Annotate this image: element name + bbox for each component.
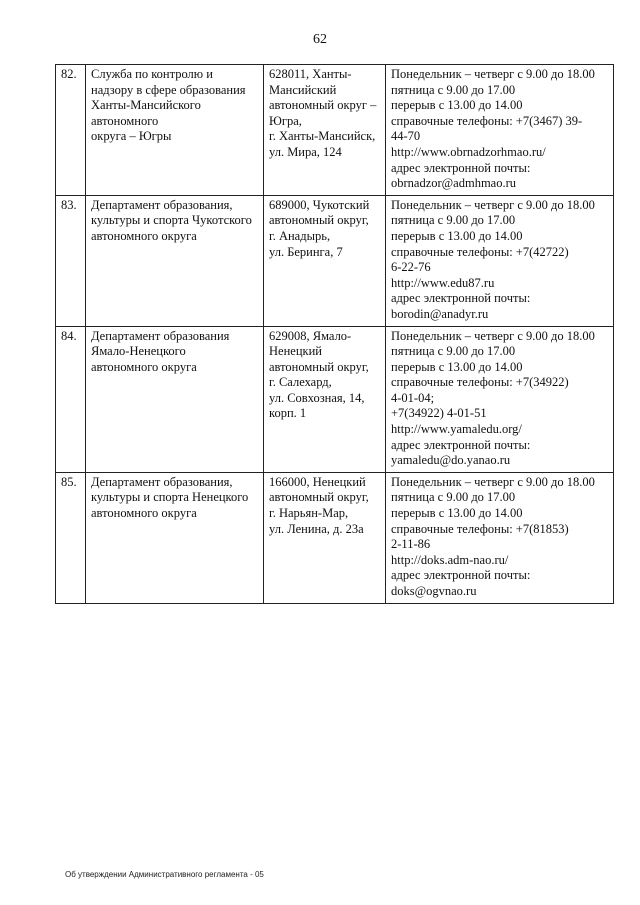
organization-contact-info-line: 6-22-76 (391, 260, 431, 275)
organization-address-line: ул. Беринга, 7 (269, 244, 343, 259)
organization-contact-info (386, 195, 614, 326)
organization-contact-info-line: Понедельник – четверг с 9.00 до 18.00 (391, 197, 595, 212)
organization-contact-info-line: http://doks.adm-nao.ru/ (391, 552, 509, 567)
organization-contact-info-line: Понедельник – четверг с 9.00 до 18.00 (391, 474, 595, 489)
organization-contact-info-line: справочные телефоны: +7(42722) (391, 244, 569, 259)
organization-name-line: автономного округа (91, 506, 197, 521)
row-number: 82. (56, 65, 86, 196)
organization-name-line: Департамент образования (91, 328, 230, 343)
organization-contact-info-line: адрес электронной почты: (391, 160, 531, 175)
organization-address-line: ул. Ленина, д. 23а (269, 521, 364, 536)
organization-contact-info-line: doks@ogvnao.ru (391, 584, 477, 598)
organization-name-line: надзору в сфере образования (91, 82, 246, 97)
organization-name-line: округа – Югры (91, 129, 172, 144)
organization-contact-info-line: справочные телефоны: +7(34922) (391, 375, 569, 390)
organization-name-line: Ханты-Мансийского (91, 98, 201, 113)
organization-address-line: Ненецкий (269, 344, 322, 359)
organization-contact-info-line: адрес электронной почты: (391, 437, 531, 452)
organization-address (264, 65, 386, 196)
organization-address-line: автономный округ – (269, 98, 377, 113)
organization-contact-info-line: http://www.yamaledu.org/ (391, 422, 522, 437)
organization-address-line: 628011, Ханты- (269, 67, 352, 81)
organization-address-line: автономный округ, (269, 213, 369, 228)
organization-contact-info-line: Понедельник – четверг с 9.00 до 18.00 (391, 67, 595, 81)
organization-address-line: 166000, Ненецкий (269, 474, 366, 489)
organization-contact-info-line: пятница с 9.00 до 17.00 (391, 490, 516, 505)
organization-address-line: ул. Совхозная, 14, (269, 390, 365, 405)
organization-contact-info-line: перерыв с 13.00 до 14.00 (391, 228, 523, 243)
organization-contact-info-line: 2-11-86 (391, 537, 431, 552)
organization-address-line: ул. Мира, 124 (269, 144, 342, 159)
organization-address-line: 689000, Чукотский (269, 197, 370, 212)
organization-name-line: Департамент образования, (91, 474, 233, 489)
organization-contact-info-line: obrnadzor@admhmao.ru (391, 176, 517, 191)
organization-name-line: автономного округа (91, 228, 197, 243)
organization-contact-info-line: перерыв с 13.00 до 14.00 (391, 506, 523, 521)
organization-name-line: культуры и спорта Ненецкого (91, 490, 249, 505)
table-row (56, 195, 614, 326)
organization-contact-info-line: Понедельник – четверг с 9.00 до 18.00 (391, 328, 595, 343)
organization-name-line: Департамент образования, (91, 197, 233, 212)
organization-name-line: культуры и спорта Чукотского (91, 213, 252, 228)
organization-address-line: автономный округ, (269, 490, 369, 505)
organization-contact-info (386, 65, 614, 196)
organization-address-line: корп. 1 (269, 406, 307, 421)
organization-name (86, 472, 264, 603)
table-body (56, 65, 614, 604)
organization-contact-info-line: перерыв с 13.00 до 14.00 (391, 359, 523, 374)
organization-name (86, 195, 264, 326)
organization-contact-info-line: 44-70 (391, 129, 421, 144)
organization-contact-info-line: пятница с 9.00 до 17.00 (391, 344, 516, 359)
table-row (56, 472, 614, 603)
organization-contact-info-line: пятница с 9.00 до 17.00 (391, 213, 516, 228)
organization-address-line: 629008, Ямало- (269, 328, 352, 343)
organization-contact-info-line: адрес электронной почты: (391, 568, 531, 583)
row-number: 84. (56, 326, 86, 472)
page-number: 62 (313, 32, 327, 47)
organization-address (264, 472, 386, 603)
organization-contact-info (386, 326, 614, 472)
organization-name-line: Служба по контролю и (91, 67, 213, 81)
organization-address (264, 195, 386, 326)
organization-name-line: автономного (91, 113, 159, 128)
organization-name-line: Ямало-Ненецкого (91, 344, 186, 359)
organization-address-line: г. Нарьян-Мар, (269, 506, 349, 521)
organization-address-line: Югра, (269, 113, 302, 128)
organization-contact-info-line: yamaledu@do.yanao.ru (391, 453, 511, 468)
organization-address-line: г. Салехард, (269, 375, 332, 390)
document-footer: Об утверждении Административного регламента - 05 (65, 870, 264, 879)
organization-contact-info-line: http://www.obrnadzorhmao.ru/ (391, 144, 546, 159)
organization-contact-info-line: borodin@anadyr.ru (391, 306, 489, 321)
organization-address-line: г. Анадырь, (269, 228, 331, 243)
organization-contact-info (386, 472, 614, 603)
organization-contact-info-line: адрес электронной почты: (391, 291, 531, 306)
organization-contact-info-line: http://www.edu87.ru (391, 275, 495, 290)
organization-address (264, 326, 386, 472)
table-row (56, 65, 614, 196)
table-row (56, 326, 614, 472)
organization-address-line: автономный округ, (269, 359, 369, 374)
organization-contact-info-line: +7(34922) 4-01-51 (391, 406, 487, 421)
organization-contact-info-line: справочные телефоны: +7(81853) (391, 521, 569, 536)
organization-address-line: Мансийский (269, 82, 337, 97)
organization-name (86, 326, 264, 472)
organization-contact-info-line: перерыв с 13.00 до 14.00 (391, 98, 523, 113)
row-number: 83. (56, 195, 86, 326)
row-number: 85. (56, 472, 86, 603)
organizations-table (55, 64, 614, 604)
organization-address-line: г. Ханты-Мансийск, (269, 129, 376, 144)
organization-contact-info-line: справочные телефоны: +7(3467) 39- (391, 113, 583, 128)
organization-contact-info-line: 4-01-04; (391, 390, 435, 405)
organization-name-line: автономного округа (91, 359, 197, 374)
organization-contact-info-line: пятница с 9.00 до 17.00 (391, 82, 516, 97)
organization-name (86, 65, 264, 196)
